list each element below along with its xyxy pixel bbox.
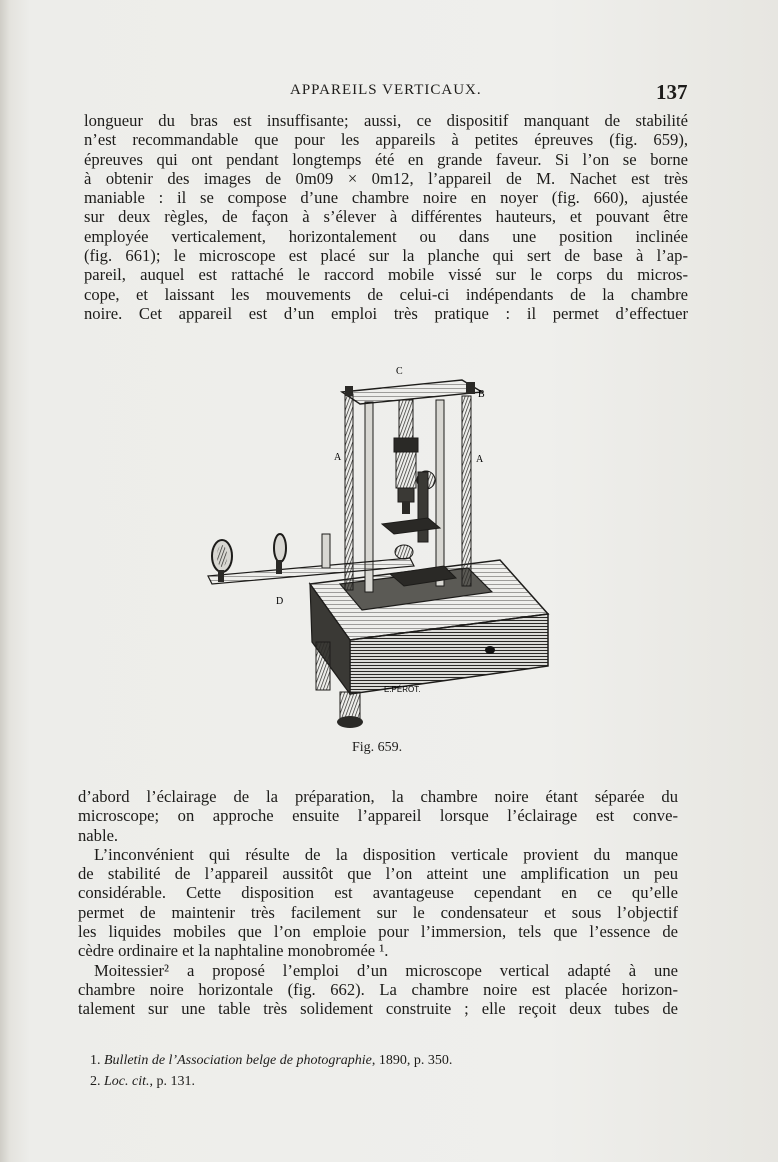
text-line: Moitessier² a proposé l’emploi d’un microscope vertical adapté à une [94, 960, 678, 980]
text-line: nable. [78, 825, 119, 845]
text-line: (fig. 661); le microscope est placé sur la planche qui sert de base à l’ap- [84, 246, 688, 266]
text-line: permet de maintenir très facilement sur le condensateur et sous l’objectif [78, 902, 678, 922]
text-line: de stabilité de l’appareil aussitôt que l’on atteint une amplification un peu [78, 864, 678, 884]
text-line: cope, et laissant les mouvements de celui-ci indépendants de la chambre [84, 284, 688, 304]
footnote-2-number: 2. [90, 1074, 101, 1089]
footnote-1 [90, 1050, 690, 1071]
label-c: C [396, 366, 403, 377]
figure-caption: Fig. 659. [352, 740, 403, 755]
text-line: d’abord l’éclairage de la préparation, la chambre noire étant séparée du [78, 787, 678, 806]
label-d: D [276, 596, 284, 607]
footnote-1-title: Bulletin de l’Association belge de photographie [104, 1053, 372, 1068]
text-line: sur deux règles, de façon à s’élever à différentes hauteurs, et pouvant être [84, 207, 688, 227]
body-text-top [84, 111, 688, 323]
page-header [0, 80, 778, 106]
text-line: n’est recommandable que pour les appareils à petites épreuves (fig. 659), [84, 130, 688, 150]
text-line: pareil, auquel est rattaché le raccord mobile vissé sur le corps du micros- [84, 265, 688, 285]
footnote-1-rest: , 1890, p. 350. [371, 1053, 453, 1068]
label-b: B [478, 389, 485, 400]
microscope-camera-engraving [200, 352, 560, 732]
text-line: chambre noire horizontale (fig. 662). La chambre noire est placée horizon- [78, 979, 678, 999]
body-text-bottom [78, 787, 678, 1019]
text-line: longueur du bras est insuffisante; aussi, ce dispositif manquant de stabilité [84, 111, 688, 130]
text-line: L’inconvénient qui résulte de la disposition verticale provient du manque [94, 844, 678, 864]
figure-microscope-camera [200, 352, 560, 732]
text-line: microscope; on approche ensuite l’appareil lorsque l’éclairage est conve- [78, 806, 678, 826]
text-line: considérable. Cette disposition est avantageuse cependant en ce qu’elle [78, 883, 678, 903]
label-a-left: A [334, 452, 342, 463]
text-line: épreuves qui ont pendant longtemps été en grande faveur. Si l’on se borne [84, 149, 688, 169]
engraver-signature: E.PÉROT. [384, 685, 421, 694]
footnote-2-rest: , p. 131. [149, 1074, 195, 1089]
label-a-right: A [476, 454, 484, 465]
text-line: à obtenir des images de 0m09 × 0m12, l’appareil de M. Nachet est très [84, 168, 688, 188]
text-line: talement sur une table très solidement construite ; elle reçoit deux tubes de [78, 999, 678, 1019]
footnote-2-title: Loc. cit. [104, 1074, 150, 1089]
text-line: employée verticalement, horizontalement ou dans une position inclinée [84, 226, 688, 246]
text-line: maniable : il se compose d’une chambre noire en noyer (fig. 660), ajustée [84, 188, 688, 208]
running-title: APPAREILS VERTICAUX. [290, 82, 482, 98]
footnotes [90, 1050, 690, 1092]
text-line: noire. Cet appareil est d’un emploi très pratique : il permet d’effectuer [84, 303, 688, 323]
footnote-2 [90, 1071, 690, 1092]
footnote-1-number: 1. [90, 1053, 101, 1068]
text-line: cèdre ordinaire et la naphtaline monobromée ¹. [78, 941, 389, 961]
page-number: 137 [656, 80, 688, 104]
text-line: les liquides mobiles que l’on emploie pour l’immersion, tels que l’essence de [78, 922, 678, 942]
